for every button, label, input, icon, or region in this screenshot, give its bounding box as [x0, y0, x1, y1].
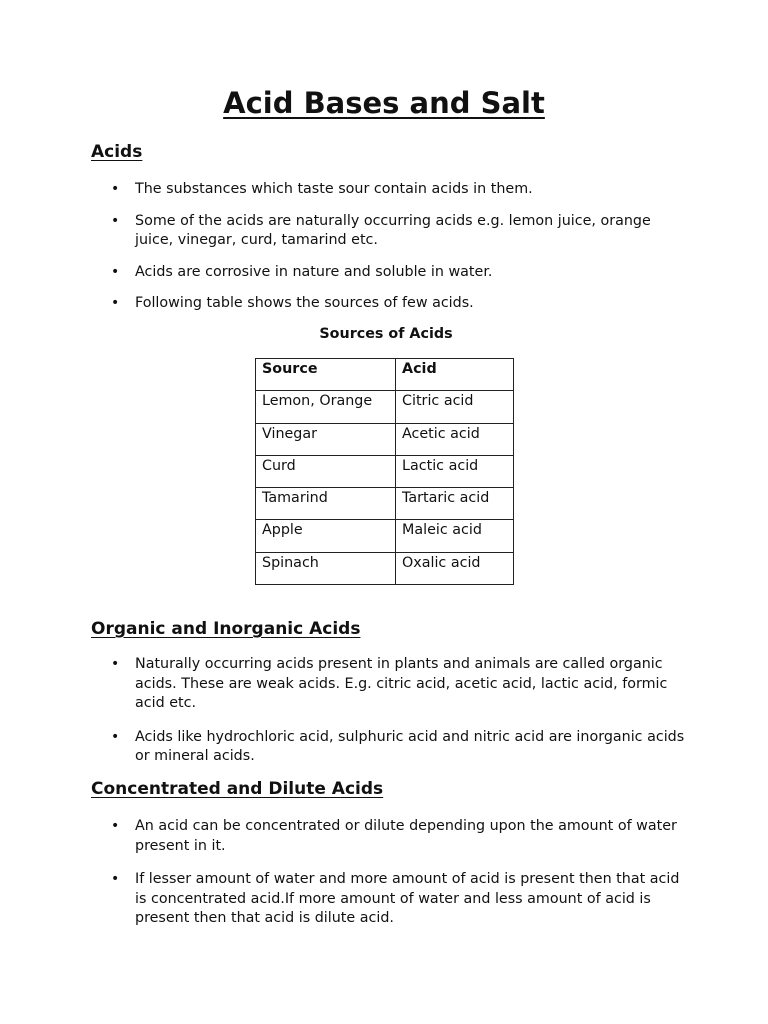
list-item: • Acids like hydrochloric acid, sulphuric acid and nitric acid are inorganic acids or mineral acids.	[111, 728, 691, 767]
table-row	[256, 455, 514, 487]
column-header-source: Source	[256, 359, 396, 391]
list-item: • Naturally occurring acids present in plants and animals are called organic acids. These are weak acids. E.g. citric acid, acetic acid, lactic acid, formic acid etc.	[111, 655, 691, 714]
page-title	[0, 86, 768, 120]
table-row	[256, 391, 514, 423]
list-item: • If lesser amount of water and more amount of acid is present then that acid is concentrated acid.If more amount of water and less amount of acid is present then that acid is dilute acid.	[111, 870, 691, 929]
table-cell-acid: Maleic acid	[396, 520, 514, 552]
table-row	[256, 520, 514, 552]
section-heading-organic-inorganic: Organic and Inorganic Acids	[91, 619, 361, 639]
table-header-row	[256, 359, 514, 391]
list-item: • The substances which taste sour contain acids in them.	[111, 180, 691, 200]
concentrated-bullet-list	[111, 817, 691, 929]
table-row	[256, 423, 514, 455]
table-cell-acid: Tartaric acid	[396, 488, 514, 520]
list-item: • Some of the acids are naturally occurring acids e.g. lemon juice, orange juice, vinegar, curd, tamarind etc.	[111, 212, 691, 251]
section-heading-concentrated-dilute: Concentrated and Dilute Acids	[91, 779, 384, 799]
table-cell-acid: Oxalic acid	[396, 552, 514, 584]
table-row	[256, 488, 514, 520]
table-cell-source: Vinegar	[256, 423, 396, 455]
list-item: • Following table shows the sources of few acids.	[111, 294, 691, 314]
organic-bullet-list	[111, 655, 691, 767]
section-heading-acids: Acids	[91, 142, 143, 162]
acids-bullet-list	[111, 180, 691, 314]
table-cell-source: Curd	[256, 455, 396, 487]
table-row	[256, 552, 514, 584]
table-cell-source: Spinach	[256, 552, 396, 584]
table-cell-source: Apple	[256, 520, 396, 552]
table-cell-source: Lemon, Orange	[256, 391, 396, 423]
page-title-text: Acid Bases and Salt	[223, 86, 545, 120]
column-header-acid: Acid	[396, 359, 514, 391]
list-item: • An acid can be concentrated or dilute depending upon the amount of water present in it.	[111, 817, 691, 856]
list-item: • Acids are corrosive in nature and soluble in water.	[111, 263, 691, 283]
table-cell-acid: Citric acid	[396, 391, 514, 423]
table-cell-acid: Lactic acid	[396, 455, 514, 487]
acid-sources-table	[255, 358, 514, 585]
table-cell-source: Tamarind	[256, 488, 396, 520]
table-cell-acid: Acetic acid	[396, 423, 514, 455]
table-caption: Sources of Acids	[319, 326, 453, 342]
